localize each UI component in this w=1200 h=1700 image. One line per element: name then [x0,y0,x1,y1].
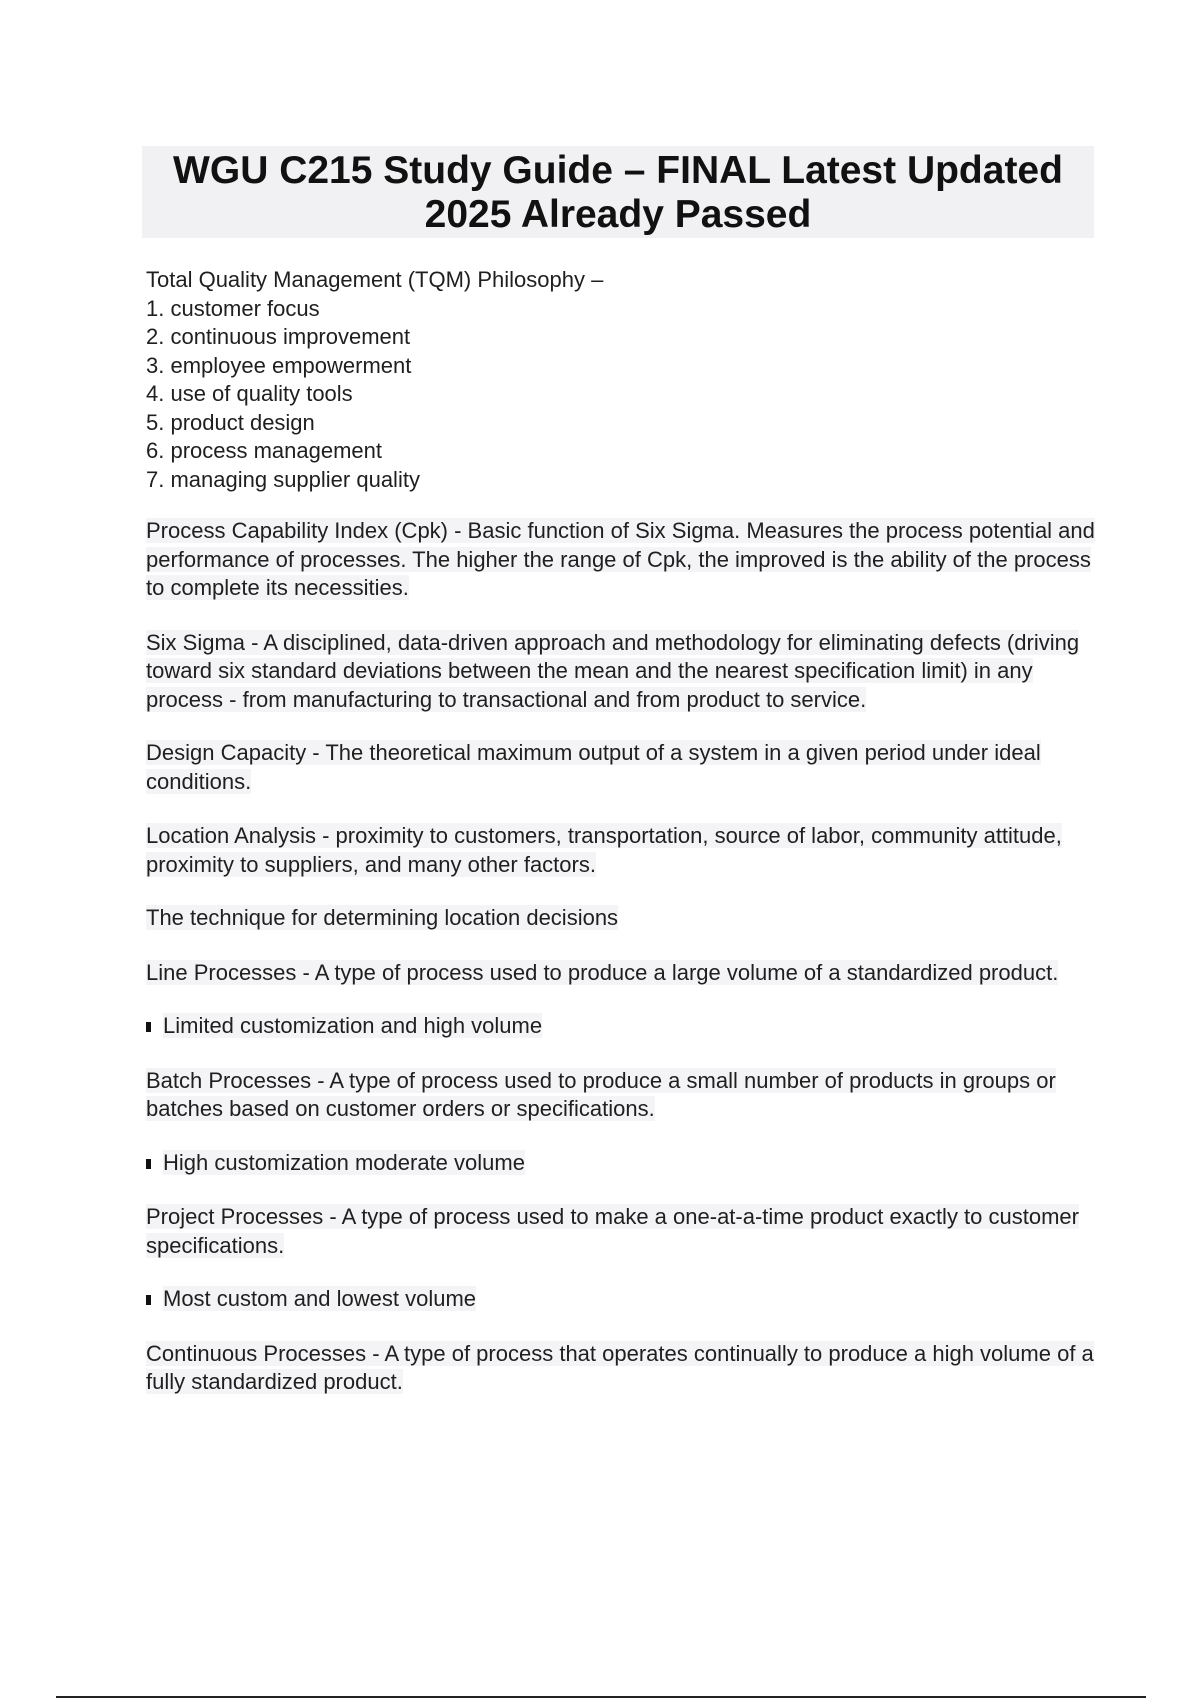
location-technique-text: The technique for determining location decisions [146,905,619,930]
list-item: 1. customer focus [146,295,320,321]
project-processes-definition [146,1203,1096,1260]
bullet-icon [146,1295,151,1305]
footer-divider [56,1696,1146,1698]
bullet-text: Limited customization and high volume [163,1013,543,1038]
project-processes-text: Project Processes - A type of process used to make a one-at-a-time product exactly to customer specifications. [146,1204,1079,1258]
batch-processes-text: Batch Processes - A type of process used to produce a small number of products in groups or batches based on customer orders or specifications. [146,1067,1056,1121]
tqm-heading: Total Quality Management (TQM) Philosophy – [146,267,604,292]
line-processes-text: Line Processes - A type of process used to produce a large volume of a standardized product. [146,959,1059,985]
line-processes-definition [146,959,1096,988]
list-item: 7. managing supplier quality [146,466,420,492]
bullet-icon [146,1159,151,1169]
batch-processes-bullet [146,1149,1096,1178]
list-item: 2. continuous improvement [146,324,411,349]
list-item: 6. process management [146,438,383,463]
six-sigma-definition [146,629,1096,715]
bullet-text: High customization moderate volume [163,1149,525,1175]
location-analysis-definition [146,822,1096,879]
list-item: 5. product design [146,409,315,435]
list-item: 3. employee empowerment [146,352,412,378]
design-capacity-text: Design Capacity - The theoretical maximum output of a system in a given period under ideal conditions. [146,740,1041,794]
list-item: 4. use of quality tools [146,381,353,406]
design-capacity-definition [146,739,1096,796]
batch-processes-definition [146,1067,1096,1124]
continuous-processes-definition [146,1340,1096,1397]
project-processes-bullet [146,1285,1096,1314]
continuous-processes-text: Continuous Processes - A type of process that operates continually to produce a high volume of a fully standardized product. [146,1340,1094,1394]
location-technique-note [146,904,1096,933]
cpk-text: Process Capability Index (Cpk) - Basic function of Six Sigma. Measures the process potential and performance of processes. The higher the range of Cpk, the improved is the ability of the process to complete its necessities. [146,518,1095,600]
bullet-icon [146,1022,151,1032]
bullet-text: Most custom and lowest volume [163,1286,477,1311]
location-analysis-text: Location Analysis - proximity to customers, transportation, source of labor, community attitude, proximity to suppliers, and many other factors. [146,823,1062,877]
cpk-definition [146,517,1096,603]
tqm-list [146,295,1096,495]
page-title: WGU C215 Study Guide – FINAL Latest Updated 2025 Already Passed [173,149,1063,236]
title-banner [142,146,1094,238]
line-processes-bullet [146,1012,1096,1041]
six-sigma-text: Six Sigma - A disciplined, data-driven approach and methodology for eliminating defects (driving toward six standard deviations between the mean and the nearest specification limit) in any process - from manufacturing to transactional and from product to service. [146,629,1080,712]
document-body [146,266,1096,1397]
